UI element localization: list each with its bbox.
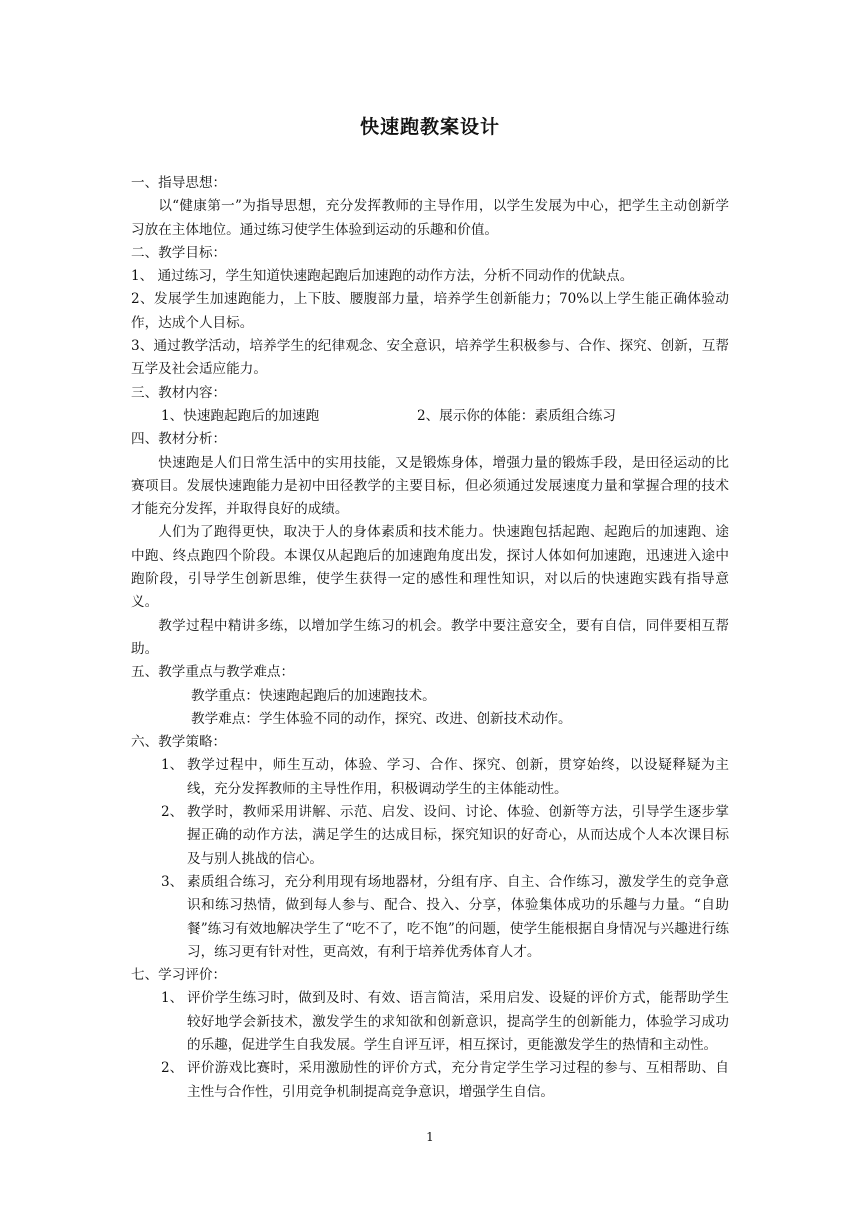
list-item: 1、 通过练习，学生知道快速跑起跑后加速跑的动作方法，分析不同动作的优缺点。	[131, 268, 634, 285]
item-number: 2、	[161, 1060, 184, 1077]
page-title: 快速跑教案设计	[359, 116, 500, 138]
item-text: 评价游戏比赛时，采用激励性的评价方式，充分肯定学生学习过程的参与、互相帮助、自主性与合作性，引用竞争机制提高竞争意识，增强学生自信。	[187, 1060, 729, 1100]
content-item: 1、快速跑起跑后的加速跑	[161, 407, 320, 424]
list-item	[131, 987, 729, 1057]
paragraph: 以“健康第一”为指导思想，充分发挥教师的主导作用，以学生发展为中心，把学生主动创新学习放在主体地位。通过练习使学生体验到运动的乐趣和价值。	[131, 198, 729, 238]
item-number: 1、	[161, 990, 184, 1007]
item-text: 教学时，教师采用讲解、示范、启发、设问、讨论、体验、创新等方法，引导学生逐步掌握正确的动作方法，满足学生的达成目标，探究知识的好奇心，从而达成个人本次课目标及与别人挑战的信心。	[187, 804, 729, 867]
content-item: 2、展示你的体能：素质组合练习	[417, 407, 616, 424]
section-heading: 二、教学目标：	[131, 244, 227, 261]
section-heading: 三、教材内容：	[131, 384, 227, 401]
section-heading: 一、指导思想：	[131, 175, 227, 191]
item-text: 教学过程中，师生互动，体验、学习、合作、探究、创新，贯穿始终，以设疑释疑为主线，充分发挥教师的主导性作用，积极调动学生的主体能动性。	[187, 757, 729, 797]
section-heading: 六、教学策略：	[131, 734, 227, 751]
list-item	[131, 871, 729, 964]
list-item: 3、通过教学活动，培养学生的纪律观念、安全意识，培养学生积极参与、合作、探究、创新，互帮互学及社会适应能力。	[131, 338, 729, 378]
document-body	[131, 172, 729, 1104]
page-number: 1	[426, 1130, 434, 1144]
list-item: 2、发展学生加速跑能力，上下肢、腰腹部力量，培养学生创新能力；70%以上学生能正确体验动作，达成个人目标。	[131, 291, 729, 331]
list-item	[131, 1057, 729, 1104]
key-point: 教学重点：快速跑起跑后的加速跑技术。	[191, 687, 436, 704]
paragraph: 快速跑是人们日常生活中的实用技能，又是锻炼身体，增强力量的锻炼手段，是田径运动的比赛项目。发展快速跑能力是初中田径教学的主要目标，但必须通过发展速度力量和掌握合理的技术才能充分发挥，并取得良好的成绩。	[131, 454, 729, 518]
item-number: 3、	[161, 873, 184, 890]
item-number: 1、	[161, 757, 184, 774]
paragraph: 教学过程中精讲多练，以增加学生练习的机会。教学中要注意安全，要有自信，同伴要相互帮助。	[131, 617, 729, 657]
list-item	[131, 754, 729, 801]
section-heading: 五、教学重点与教学难点：	[131, 664, 295, 681]
item-text: 素质组合练习，充分利用现有场地器材，分组有序、自主、合作练习，激发学生的竞争意识和练习热情，做到每人参与、配合、投入、分享，体验集体成功的乐趣与力量。“自助餐”练习有效地解决学生了“吃不了，吃不饱”的问题，使学生能根据自身情况与兴趣进行练习，练习更有针对性，更高效，有利于培养优秀体育人才。	[187, 873, 729, 960]
item-number: 2、	[161, 804, 184, 821]
list-item	[131, 801, 729, 871]
content-items	[131, 405, 729, 428]
paragraph: 人们为了跑得更快，取决于人的身体素质和技术能力。快速跑包括起跑、起跑后的加速跑、途中跑、终点跑四个阶段。本课仅从起跑后的加速跑角度出发，探讨人体如何加速跑，迅速进入途中跑阶段，引导学生创新思维，使学生获得一定的感性和理性知识，对以后的快速跑实践有指导意义。	[131, 524, 729, 611]
section-heading: 七、学习评价：	[131, 967, 227, 984]
item-text: 评价学生练习时，做到及时、有效、语言简洁，采用启发、设疑的评价方式，能帮助学生较好地学会新技术，激发学生的求知欲和创新意识，提高学生的创新能力，体验学习成功的乐趣，促进学生自我发展。学生自评互评，相互探讨，更能激发学生的热情和主动性。	[187, 990, 729, 1053]
difficulty-point: 教学难点：学生体验不同的动作，探究、改进、创新技术动作。	[191, 710, 572, 727]
section-heading: 四、教材分析：	[131, 431, 227, 448]
